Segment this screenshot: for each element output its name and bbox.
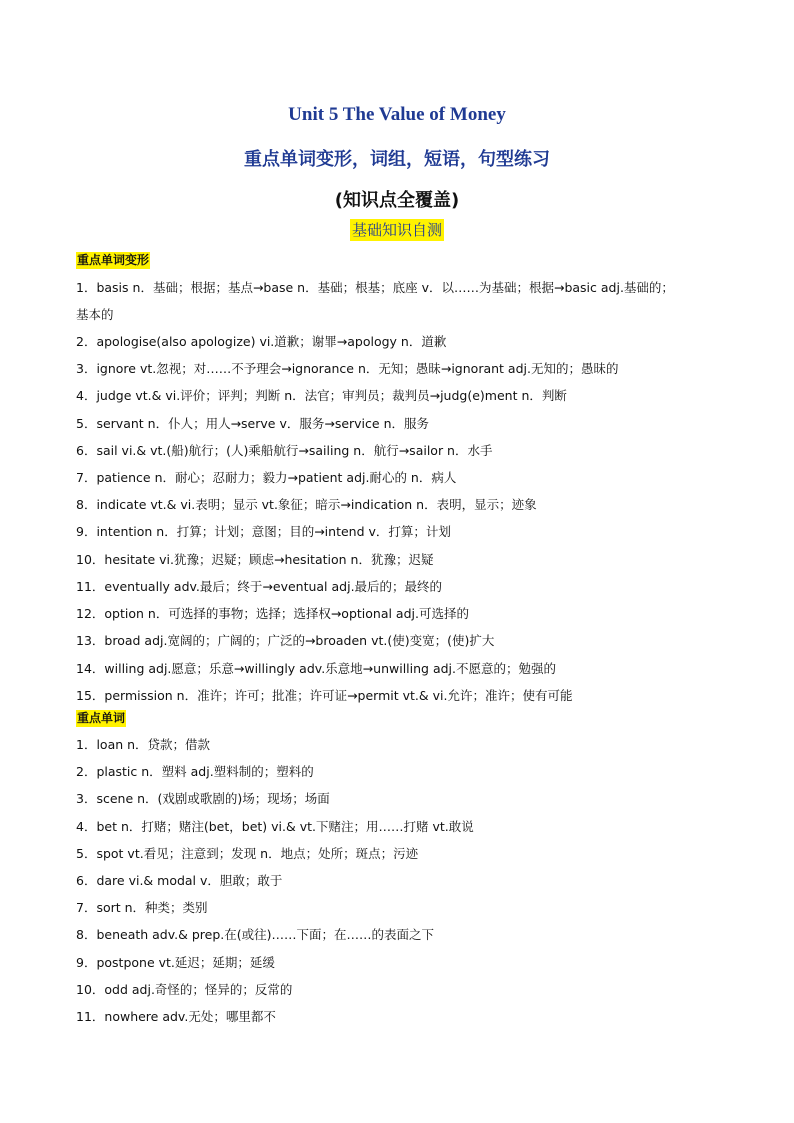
list-item: 4．bet n．打赌；赌注(bet，bet) vi.& vt.下赌注；用……打赌 vt.敢说 [76, 819, 474, 834]
list-item: 3．ignore vt.忽视；对……不予理会→ignorance n．无知；愚昧→ignorant adj.无知的；愚昧的 [76, 361, 619, 376]
list-item: 8．indicate vt.& vi.表明；显示 vt.象征；暗示→indication n．表明，显示；迹象 [76, 497, 537, 512]
list-item: 14．willing adj.愿意；乐意→willingly adv.乐意地→unwilling adj.不愿意的；勉强的 [76, 661, 556, 676]
list-item: 9．postpone vt.延迟；延期；延缓 [76, 955, 275, 970]
list-item: 6．dare vi.& modal v．胆敢；敢于 [76, 873, 283, 888]
list-item: 10．odd adj.奇怪的；怪异的；反常的 [76, 982, 293, 997]
list-item: 11．eventually adv.最后；终于→eventual adj.最后的；最终的 [76, 579, 443, 594]
list-item: 1．basis n．基础；根据；基点→base n．基础；根基；底座 v．以……为基础；根据→basic adj.基础的； [76, 280, 674, 295]
list-item: 15．permission n．准许；许可；批准；许可证→permit vt.& vi.允许；准许；使有可能 [76, 688, 573, 703]
list-item: 8．beneath adv.& prep.在(或往)……下面；在……的表面之下 [76, 927, 435, 942]
list-item: 2．apologise(also apologize) vi.道歉；谢罪→apology n．道歉 [76, 334, 447, 349]
list-item: 9．intention n．打算；计划；意图；目的→intend v．打算；计划 [76, 524, 451, 539]
list-item: 6．sail vi.& vt.(船)航行；(人)乘船航行→sailing n．航行→sailor n．水手 [76, 443, 493, 458]
list-item: 7．patience n．耐心；忍耐力；毅力→patient adj.耐心的 n．病人 [76, 470, 457, 485]
list-item: 5．spot vt.看见；注意到；发现 n．地点；处所；斑点；污迹 [76, 846, 419, 861]
list-item: 1．loan n．贷款；借款 [76, 737, 211, 752]
exercise-title: 重点单词变形，词组，短语，句型练习 [244, 149, 550, 170]
coverage-title: (知识点全覆盖) [334, 190, 460, 211]
section-heading-key-words: 重点单词 [77, 711, 126, 725]
list-item: 2．plastic n．塑料 adj.塑料制的；塑料的 [76, 764, 314, 779]
list-item: 12．option n．可选择的事物；选择；选择权→optional adj.可选择的 [76, 606, 469, 621]
list-item: 13．broad adj.宽阔的；广阔的；广泛的→broaden vt.(使)变宽；(使)扩大 [76, 633, 495, 648]
unit-title: Unit 5 The Value of Money [288, 104, 506, 125]
list-item: 10．hesitate vi.犹豫；迟疑；顾虑→hesitation n．犹豫；迟疑 [76, 552, 434, 567]
section-subtitle: 基础知识自测 [351, 221, 442, 239]
list-item: 11．nowhere adv.无处；哪里都不 [76, 1009, 276, 1024]
section-heading-word-forms: 重点单词变形 [77, 253, 150, 267]
list-item-continuation: 基本的 [76, 307, 114, 322]
list-item: 3．scene n．(戏剧或歌剧的)场；现场；场面 [76, 791, 330, 806]
list-item: 7．sort n．种类；类别 [76, 900, 208, 915]
list-item: 4．judge vt.& vi.评价；评判；判断 n．法官；审判员；裁判员→judg(e)ment n．判断 [76, 388, 567, 403]
subtitle-row [0, 219, 794, 241]
list-item: 5．servant n．仆人；用人→serve v．服务→service n．服务 [76, 416, 429, 431]
